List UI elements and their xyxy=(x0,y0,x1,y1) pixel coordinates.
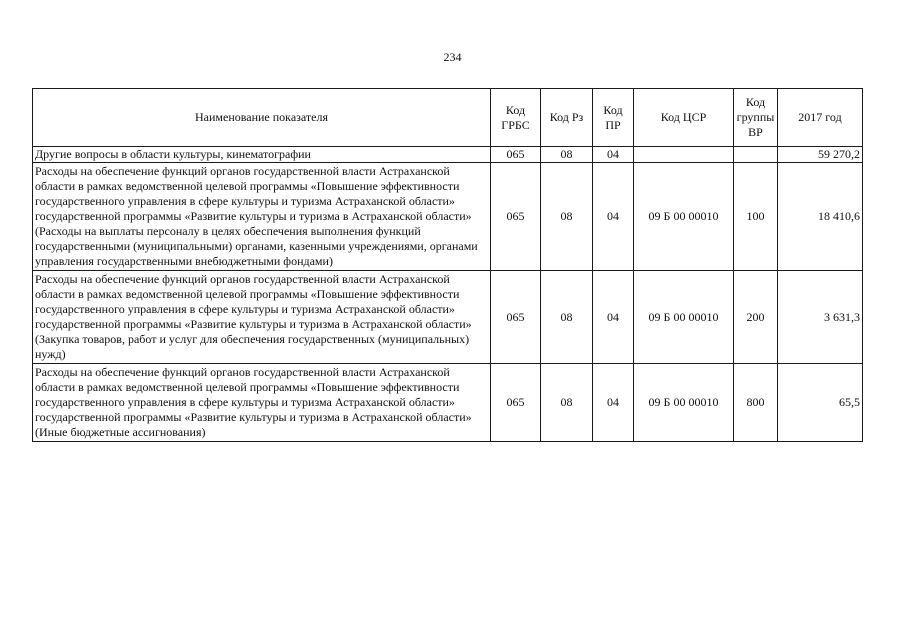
row-name: Расходы на обеспечение функций органов государственной власти Астраханской области в рамках ведомственной целевой программы «Повышение эффективности государственного управления в сфере культуры и туризма Астраханской области» государственной программы «Развитие культуры и туризма в Астраханской области» (Закупка товаров, работ и услуг для обеспечения государственных (муниципальных) нужд) xyxy=(33,271,491,364)
row-rz: 08 xyxy=(541,364,593,442)
row-grbs: 065 xyxy=(491,147,541,163)
row-pr: 04 xyxy=(593,271,634,364)
row-grbs: 065 xyxy=(491,364,541,442)
row-amount: 18 410,6 xyxy=(778,163,863,271)
row-amount: 3 631,3 xyxy=(778,271,863,364)
header-pr: Код ПР xyxy=(593,89,634,147)
row-rz: 08 xyxy=(541,163,593,271)
row-rz: 08 xyxy=(541,147,593,163)
row-pr: 04 xyxy=(593,364,634,442)
row-vr: 100 xyxy=(734,163,778,271)
row-name: Другие вопросы в области культуры, кинематографии xyxy=(33,147,491,163)
row-name: Расходы на обеспечение функций органов государственной власти Астраханской области в рамках ведомственной целевой программы «Повышение эффективности государственного управления в сфере культуры и туризма Астраханской области» государственной программы «Развитие культуры и туризма в Астраханской области» (Иные бюджетные ассигнования) xyxy=(33,364,491,442)
row-csr: 09 Б 00 00010 xyxy=(634,364,734,442)
row-grbs: 065 xyxy=(491,271,541,364)
row-csr: 09 Б 00 00010 xyxy=(634,163,734,271)
row-vr: 200 xyxy=(734,271,778,364)
row-grbs: 065 xyxy=(491,163,541,271)
row-amount: 65,5 xyxy=(778,364,863,442)
header-year: 2017 год xyxy=(778,89,863,147)
header-rz: Код Рз xyxy=(541,89,593,147)
page-number: 234 xyxy=(443,50,462,64)
header-vr: Код группы ВР xyxy=(734,89,778,147)
budget-table xyxy=(32,88,863,442)
row-pr: 04 xyxy=(593,163,634,271)
row-pr: 04 xyxy=(593,147,634,163)
table-row xyxy=(33,364,863,442)
table-row xyxy=(33,147,863,163)
row-amount: 59 270,2 xyxy=(778,147,863,163)
row-rz: 08 xyxy=(541,271,593,364)
header-csr: Код ЦСР xyxy=(634,89,734,147)
row-name: Расходы на обеспечение функций органов государственной власти Астраханской области в рамках ведомственной целевой программы «Повышение эффективности государственного управления в сфере культуры и туризма Астраханской области» государственной программы «Развитие культуры и туризма в Астраханской области» (Расходы на выплаты персоналу в целях обеспечения выполнения функций государственными (муниципальными) органами, казенными учреждениями, органами управления государственными внебюджетными фондами) xyxy=(33,163,491,271)
row-vr xyxy=(734,147,778,163)
header-grbs: Код ГРБС xyxy=(491,89,541,147)
header-row xyxy=(33,89,863,147)
table-row xyxy=(33,271,863,364)
row-vr: 800 xyxy=(734,364,778,442)
header-name: Наименование показателя xyxy=(33,89,491,147)
table-row xyxy=(33,163,863,271)
row-csr xyxy=(634,147,734,163)
row-csr: 09 Б 00 00010 xyxy=(634,271,734,364)
